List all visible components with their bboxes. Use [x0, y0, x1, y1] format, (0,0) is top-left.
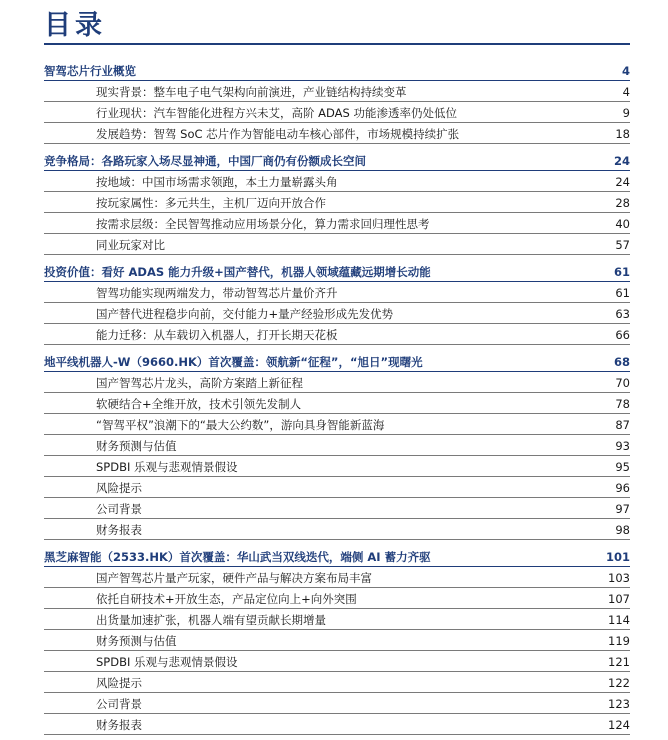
toc-page-number: 4 [622, 85, 630, 99]
toc-entry[interactable] [44, 672, 630, 693]
toc-section-entry[interactable] [44, 260, 630, 282]
toc-page-number: 57 [615, 238, 630, 252]
toc-entry-title: 国产智驾芯片龙头，高阶方案踏上新征程 [96, 376, 303, 390]
toc-entry-title: 风险提示 [96, 481, 142, 495]
toc-entry[interactable] [44, 498, 630, 519]
toc-entry-title: 发展趋势：智驾 SoC 芯片作为智能电动车核心部件，市场规模持续扩张 [96, 127, 460, 141]
toc-page-number: 124 [608, 718, 630, 732]
toc-entry[interactable] [44, 102, 630, 123]
toc-entry[interactable] [44, 567, 630, 588]
toc-section [44, 545, 630, 735]
toc-section [44, 149, 630, 255]
toc-entry[interactable] [44, 651, 630, 672]
toc-entry-title: 财务预测与估值 [96, 634, 177, 648]
toc-page-number: 96 [615, 481, 630, 495]
toc-entry[interactable] [44, 588, 630, 609]
toc-section-entry[interactable] [44, 59, 630, 81]
toc-section-entry[interactable] [44, 149, 630, 171]
toc-page-number: 87 [615, 418, 630, 432]
toc-page-number: 119 [608, 634, 630, 648]
toc-page-number: 97 [615, 502, 630, 516]
toc-entry[interactable] [44, 192, 630, 213]
toc-entry-title: 按玩家属性：多元共生，主机厂迈向开放合作 [96, 196, 326, 210]
toc-page-number: 4 [621, 64, 630, 78]
toc-page-number: 61 [613, 265, 630, 279]
toc-entry-title: 国产智驾芯片量产玩家，硬件产品与解决方案布局丰富 [96, 571, 372, 585]
toc-entry[interactable] [44, 234, 630, 255]
toc-entry[interactable] [44, 213, 630, 234]
toc-entry-title: SPDBI 乐观与悲观情景假设 [96, 460, 238, 474]
toc-page-number: 18 [615, 127, 630, 141]
toc-page-number: 9 [622, 106, 630, 120]
toc-page-number: 103 [608, 571, 630, 585]
toc-page-number: 61 [615, 286, 630, 300]
toc-entry-title: 风险提示 [96, 676, 142, 690]
toc-entry-title: 公司背景 [96, 502, 142, 516]
toc-page-number: 68 [613, 355, 630, 369]
toc-entry-title: 按地域：中国市场需求领跑，本土力量崭露头角 [96, 175, 338, 189]
toc-entry[interactable] [44, 81, 630, 102]
toc-entry-title: 同业玩家对比 [96, 238, 165, 252]
toc-entry[interactable] [44, 282, 630, 303]
toc-entry[interactable] [44, 456, 630, 477]
toc-entry[interactable] [44, 324, 630, 345]
toc-entry-title: 行业现状：汽车智能化进程方兴未艾，高阶 ADAS 功能渗透率仍处低位 [96, 106, 457, 120]
toc-section-entry[interactable] [44, 545, 630, 567]
toc-section-title: 智驾芯片行业概览 [44, 64, 136, 78]
toc-entry-title: 现实背景：整车电子电气架构向前演进，产业链结构持续变革 [96, 85, 407, 99]
toc-entry-title: 财务预测与估值 [96, 439, 177, 453]
toc-section-title: 竞争格局：各路玩家入场尽显神通，中国厂商仍有份额成长空间 [44, 154, 366, 168]
toc-entry[interactable] [44, 477, 630, 498]
toc-page-number: 63 [615, 307, 630, 321]
toc-section-entry[interactable] [44, 350, 630, 372]
toc-page-number: 24 [615, 175, 630, 189]
toc-page-number: 93 [615, 439, 630, 453]
toc-entry[interactable] [44, 372, 630, 393]
toc-page-number: 107 [608, 592, 630, 606]
toc-entry-title: SPDBI 乐观与悲观情景假设 [96, 655, 238, 669]
toc-entry-title: 财务报表 [96, 718, 142, 732]
toc-entry[interactable] [44, 123, 630, 144]
toc-entry[interactable] [44, 609, 630, 630]
toc-entry[interactable] [44, 693, 630, 714]
toc-entry[interactable] [44, 303, 630, 324]
toc-page-number: 40 [615, 217, 630, 231]
toc-page-number: 101 [605, 550, 630, 564]
toc-entry-title: 按需求层级：全民智驾推动应用场景分化，算力需求回归理性思考 [96, 217, 430, 231]
toc-page-number: 95 [615, 460, 630, 474]
toc-section [44, 59, 630, 144]
toc-page-number: 121 [608, 655, 630, 669]
table-of-contents [44, 59, 630, 740]
toc-section-title: 地平线机器人-W（9660.HK）首次覆盖：领航新“征程”，“旭日”现曙光 [44, 355, 423, 369]
toc-page-number: 78 [615, 397, 630, 411]
toc-page-number: 114 [608, 613, 630, 627]
toc-entry[interactable] [44, 630, 630, 651]
toc-entry-title: 智驾功能实现两端发力，带动智驾芯片量价齐升 [96, 286, 338, 300]
toc-entry-title: 公司背景 [96, 697, 142, 711]
toc-entry[interactable] [44, 414, 630, 435]
toc-entry-title: “智驾平权”浪潮下的“最大公约数”，游向具身智能新蓝海 [96, 418, 385, 432]
toc-page-number: 122 [608, 676, 630, 690]
toc-entry-title: 软硬结合+全维开放，技术引领先发制人 [96, 397, 302, 411]
toc-page-number: 70 [615, 376, 630, 390]
toc-page-number: 98 [615, 523, 630, 537]
toc-entry-title: 财务报表 [96, 523, 142, 537]
page-title: 目录 [44, 10, 106, 41]
toc-entry[interactable] [44, 714, 630, 735]
toc-page-number: 24 [613, 154, 630, 168]
toc-section [44, 260, 630, 345]
toc-entry[interactable] [44, 393, 630, 414]
toc-entry[interactable] [44, 519, 630, 540]
toc-entry[interactable] [44, 171, 630, 192]
toc-entry-title: 依托自研技术+开放生态，产品定位向上+向外突围 [96, 592, 357, 606]
toc-section-title: 黑芝麻智能（2533.HK）首次覆盖：华山武当双线迭代，端侧 AI 蓄力齐驱 [44, 550, 431, 564]
toc-section [44, 350, 630, 540]
toc-entry[interactable] [44, 435, 630, 456]
toc-entry-title: 能力迁移：从车载切入机器人，打开长期天花板 [96, 328, 338, 342]
toc-page-number: 28 [615, 196, 630, 210]
title-divider [44, 43, 630, 45]
toc-section-title: 投资价值：看好 ADAS 能力升级+国产替代，机器人领域蕴藏远期增长动能 [44, 265, 431, 279]
toc-page-number: 66 [615, 328, 630, 342]
toc-page-number: 123 [608, 697, 630, 711]
toc-entry-title: 国产替代进程稳步向前，交付能力+量产经验形成先发优势 [96, 307, 394, 321]
toc-entry-title: 出货量加速扩张，机器人端有望贡献长期增量 [96, 613, 326, 627]
